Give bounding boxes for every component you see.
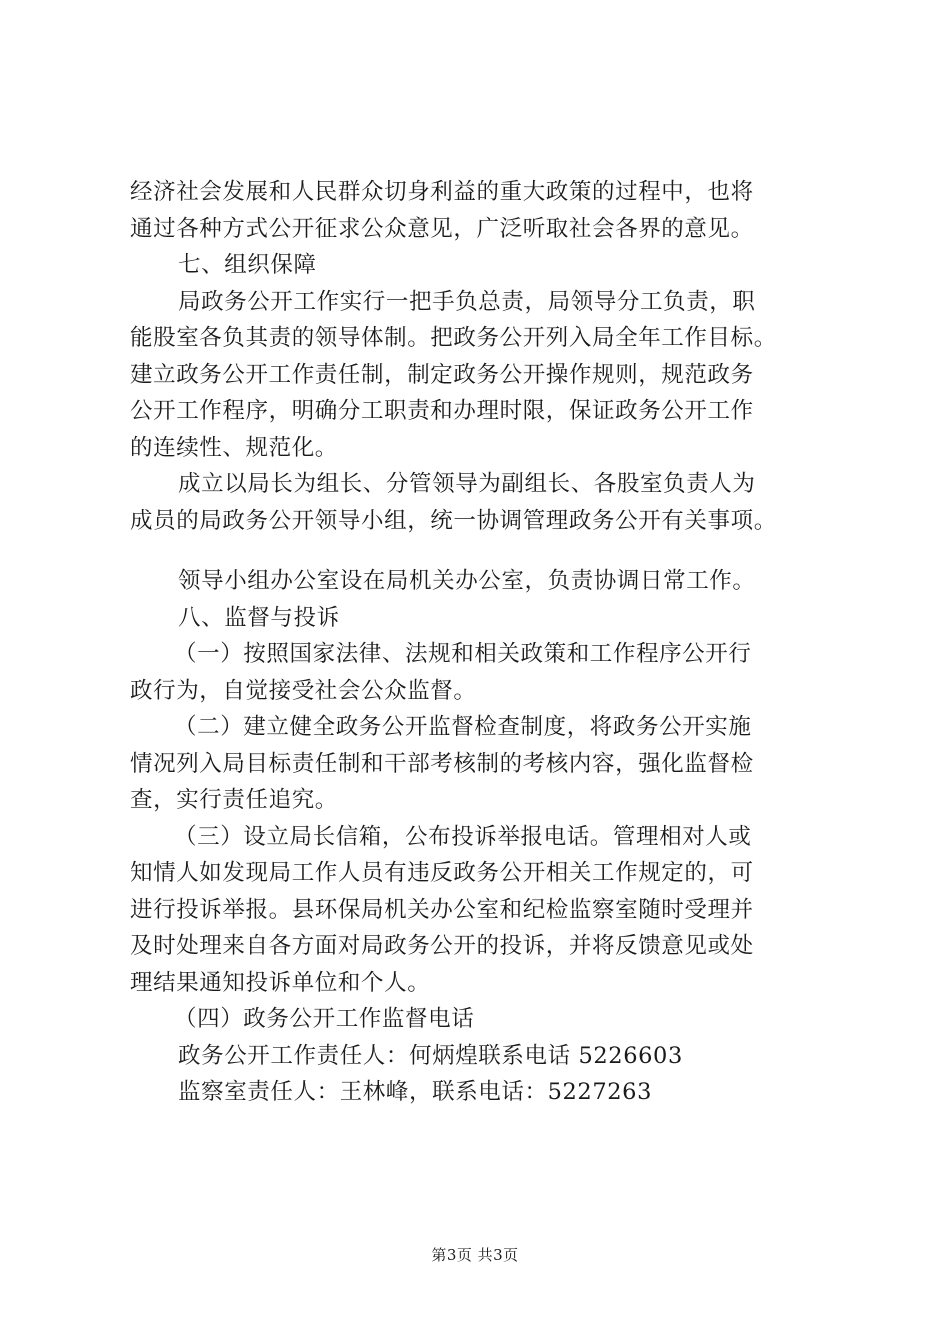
paragraph-line: 经济社会发展和人民群众切身利益的重大政策的过程中，也将	[130, 179, 754, 205]
contact-line: 政务公开工作责任人：何炳煌联系电话 5226603	[178, 1042, 683, 1069]
paragraph-line: 建立政务公开工作责任制，制定政务公开操作规则，规范政务	[130, 361, 754, 388]
page-footer: 第3页 共3页	[431, 1246, 519, 1264]
paragraph-line: 情况列入局目标责任制和干部考核制的考核内容，强化监督检	[130, 750, 754, 777]
section-heading: 八、监督与投诉	[178, 604, 340, 631]
paragraph-line: 领导小组办公室设在局机关办公室，负责协调日常工作。	[178, 568, 756, 594]
paragraph-line: 能股室各负其责的领导体制。把政务公开列入局全年工作目标。	[130, 325, 777, 351]
paragraph-line: 公开工作程序，明确分工职责和办理时限，保证政务公开工作	[130, 398, 754, 424]
paragraph-line: （三）设立局长信箱，公布投诉举报电话。管理相对人或	[174, 823, 752, 850]
paragraph-line: 进行投诉举报。县环保局机关办公室和纪检监察室随时受理并	[130, 896, 754, 923]
paragraph-line: 政行为，自觉接受社会公众监督。	[130, 677, 477, 704]
contact-line: 监察室责任人：王林峰，联系电话：5227263	[178, 1079, 653, 1105]
paragraph-line: 成员的局政务公开领导小组，统一协调管理政务公开有关事项。	[130, 507, 777, 534]
paragraph-line: 局政务公开工作实行一把手负总责，局领导分工负责，职	[178, 288, 756, 315]
document-body	[130, 174, 850, 1111]
paragraph-line: 的连续性、规范化。	[130, 434, 338, 461]
paragraph-line: 成立以局长为组长、分管领导为副组长、各股室负责人为	[178, 471, 756, 497]
paragraph-line: 及时处理来自各方面对局政务公开的投诉，并将反馈意见或处	[130, 933, 754, 959]
paragraph-line: 理结果通知投诉单位和个人。	[130, 969, 431, 996]
paragraph-line: （二）建立健全政务公开监督检查制度，将政务公开实施	[174, 714, 752, 740]
paragraph-gap	[130, 539, 850, 563]
paragraph-line: 查，实行责任追究。	[130, 787, 338, 813]
paragraph-line: 知情人如发现局工作人员有违反政务公开相关工作规定的，可	[130, 860, 754, 886]
paragraph-line: （四）政务公开工作监督电话	[174, 1006, 475, 1032]
section-heading: 七、组织保障	[178, 252, 317, 278]
paragraph-line: 通过各种方式公开征求公众意见，广泛听取社会各界的意见。	[130, 215, 754, 242]
paragraph-line: （一）按照国家法律、法规和相关政策和工作程序公开行	[174, 641, 752, 667]
